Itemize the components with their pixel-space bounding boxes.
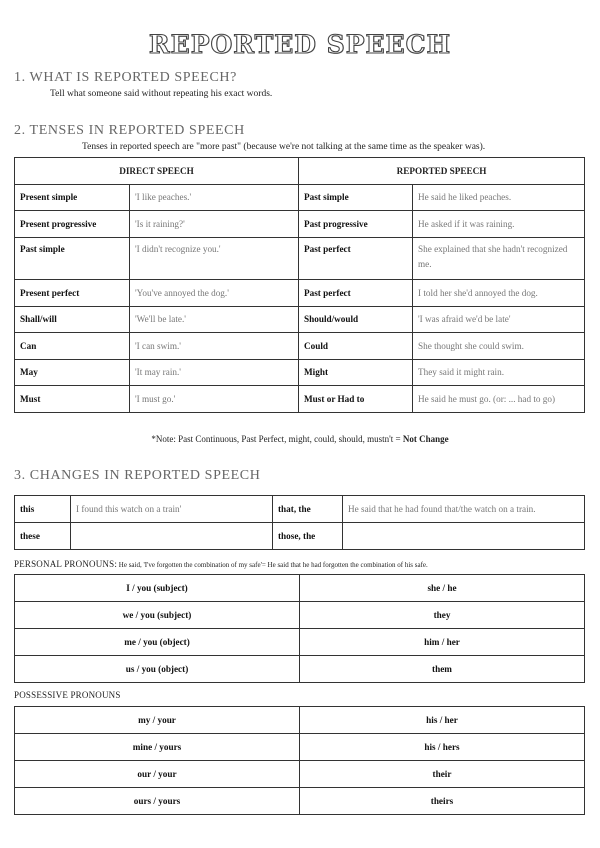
direct-example: 'I didn't recognize you.' — [130, 238, 299, 280]
section1-text: Tell what someone said without repeating his exact words. — [50, 89, 273, 99]
section2-text: Tenses in reported speech are "more past" (because we're not talking at the same time as the speaker was). — [82, 142, 486, 152]
table-row — [15, 211, 585, 238]
direct-tense: Present progressive — [15, 211, 130, 238]
pronoun-to: their — [300, 761, 585, 788]
pronoun-to: him / her — [300, 629, 585, 656]
direct-tense: Present simple — [15, 185, 130, 211]
reported-tense: Past perfect — [299, 280, 413, 307]
direct-example: 'We'll be late.' — [130, 307, 299, 333]
reported-tense: Past simple — [299, 185, 413, 211]
personal-pronouns-title: PERSONAL PRONOUNS: — [14, 559, 118, 569]
section1-heading: 1. WHAT IS REPORTED SPEECH? — [14, 70, 237, 85]
direct-tense: Shall/will — [15, 307, 130, 333]
table-row — [15, 496, 585, 523]
direct-speech-header: DIRECT SPEECH — [15, 158, 299, 185]
pronoun-to: theirs — [300, 788, 585, 815]
personal-pronouns-label — [14, 559, 428, 569]
pronoun-from: me / you (object) — [15, 629, 300, 656]
reported-example: He said he must go. (or: ... had to go) — [413, 386, 585, 413]
reported-example: She thought she could swim. — [413, 333, 585, 360]
table-row — [15, 280, 585, 307]
direct-tense: May — [15, 360, 130, 386]
direct-example: 'I can swim.' — [130, 333, 299, 360]
demonstratives-table — [14, 495, 585, 550]
table-row — [15, 386, 585, 413]
demonstrative-word: these — [15, 523, 71, 550]
pronoun-to: they — [300, 602, 585, 629]
tense-note-text: *Note: Past Continuous, Past Perfect, might, could, should, mustn't = — [151, 434, 403, 444]
reported-tense: Must or Had to — [299, 386, 413, 413]
direct-tense: Can — [15, 333, 130, 360]
personal-pronouns-example: He said, 'I've forgotten the combination of my safe'= He said that he had forgotten the combination of his safe. — [117, 561, 428, 569]
direct-tense: Must — [15, 386, 130, 413]
table-row — [15, 185, 585, 211]
demonstrative-example: I found this watch on a train' — [71, 496, 273, 523]
table-row — [15, 238, 585, 280]
table-row — [15, 333, 585, 360]
table-row — [15, 307, 585, 333]
pronoun-from: our / your — [15, 761, 300, 788]
reported-example: He said he liked peaches. — [413, 185, 585, 211]
pronoun-to: his / hers — [300, 734, 585, 761]
demonstrative-changed-example — [343, 523, 585, 550]
reported-tense: Should/would — [299, 307, 413, 333]
pronoun-from: mine / yours — [15, 734, 300, 761]
table-row — [15, 788, 585, 815]
reported-tense: Could — [299, 333, 413, 360]
tense-note — [0, 434, 600, 444]
reported-example: I told her she'd annoyed the dog. — [413, 280, 585, 307]
direct-example: 'You've annoyed the dog.' — [130, 280, 299, 307]
table-row — [15, 761, 585, 788]
possessive-pronouns-table — [14, 706, 585, 815]
reported-tense: Past progressive — [299, 211, 413, 238]
demonstrative-changed: those, the — [273, 523, 343, 550]
reported-tense: Past perfect — [299, 238, 413, 280]
table-row — [15, 360, 585, 386]
tenses-header-row — [15, 158, 585, 185]
demonstrative-example — [71, 523, 273, 550]
direct-tense: Present perfect — [15, 280, 130, 307]
personal-pronouns-table — [14, 574, 585, 683]
reported-speech-header: REPORTED SPEECH — [299, 158, 585, 185]
possessive-pronouns-label: POSSESSIVE PRONOUNS — [14, 690, 121, 700]
pronoun-from: ours / yours — [15, 788, 300, 815]
direct-example: 'It may rain.' — [130, 360, 299, 386]
direct-example: 'I must go.' — [130, 386, 299, 413]
page-title: REPORTED SPEECH — [148, 30, 452, 59]
table-row — [15, 629, 585, 656]
table-row — [15, 707, 585, 734]
section3-heading: 3. CHANGES IN REPORTED SPEECH — [14, 468, 261, 483]
pronoun-to: she / he — [300, 575, 585, 602]
section2-heading: 2. TENSES IN REPORTED SPEECH — [14, 123, 245, 138]
reported-example: He asked if it was raining. — [413, 211, 585, 238]
pronoun-to: his / her — [300, 707, 585, 734]
reported-example: They said it might rain. — [413, 360, 585, 386]
direct-tense: Past simple — [15, 238, 130, 280]
reported-example: She explained that she hadn't recognized me. — [413, 238, 585, 280]
pronoun-from: my / your — [15, 707, 300, 734]
demonstrative-changed-example: He said that he had found that/the watch on a train. — [343, 496, 585, 523]
tense-note-bold: Not Change — [402, 434, 449, 444]
reported-tense: Might — [299, 360, 413, 386]
pronoun-from: I / you (subject) — [15, 575, 300, 602]
pronoun-from: us / you (object) — [15, 656, 300, 683]
table-row — [15, 734, 585, 761]
table-row — [15, 602, 585, 629]
demonstrative-word: this — [15, 496, 71, 523]
demonstrative-changed: that, the — [273, 496, 343, 523]
direct-example: 'I like peaches.' — [130, 185, 299, 211]
table-row — [15, 656, 585, 683]
pronoun-from: we / you (subject) — [15, 602, 300, 629]
reported-example: 'I was afraid we'd be late' — [413, 307, 585, 333]
tenses-table — [14, 157, 585, 413]
pronoun-to: them — [300, 656, 585, 683]
direct-example: 'Is it raining?' — [130, 211, 299, 238]
table-row — [15, 523, 585, 550]
table-row — [15, 575, 585, 602]
